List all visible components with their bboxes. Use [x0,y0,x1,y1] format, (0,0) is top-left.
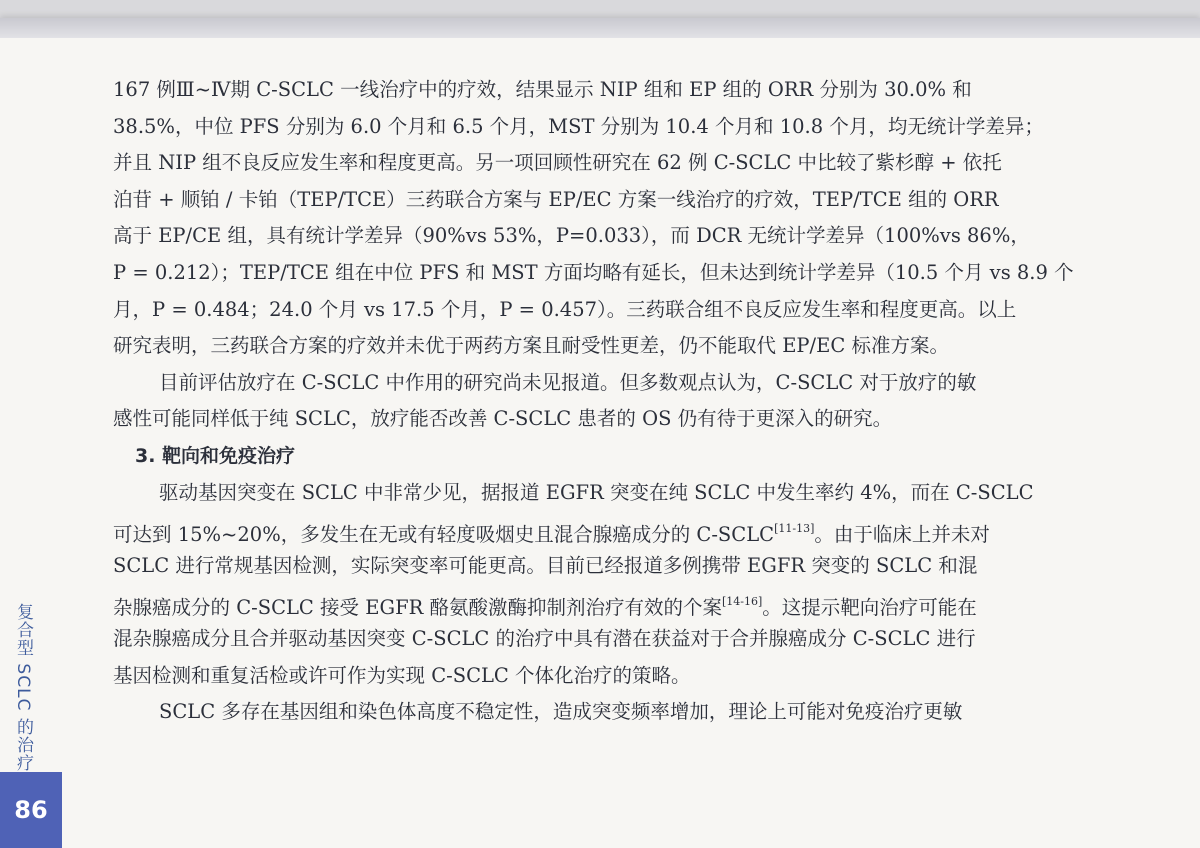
text-line: 驱动基因突变在 SCLC 中非常少见，据报道 EGFR 突变在纯 SCLC 中发生率约 4%，而在 C-SCLC [159,480,1034,504]
text-line: 38.5%，中位 PFS 分别为 6.0 个月和 6.5 个月，MST 分别为 10.4 个月和 10.8 个月，均无统计学差异； [113,114,1044,138]
text-segment: 杂腺癌成分的 C-SCLC 接受 EGFR 酪氨酸激酶抑制剂治疗有效的个案 [113,596,722,620]
text-line: 167 例Ⅲ~Ⅳ期 C-SCLC 一线治疗中的疗效，结果显示 NIP 组和 EP 组的 ORR 分别为 30.0% 和 [113,78,972,101]
text-line: 混杂腺癌成分且合并驱动基因突变 C-SCLC 的治疗中具有潜在获益对于合并腺癌成分 C-SCLC 进行 [113,626,976,650]
citation-superscript: [11-13] [774,522,815,536]
text-line: P = 0.212）；TEP/TCE 组在中位 PFS 和 MST 方面均略有延长，但未达到统计学差异（10.5 个月 vs 8.9 个 [113,260,1074,284]
text-line: SCLC 进行常规基因检测，实际突变率可能更高。目前已经报道多例携带 EGFR 突变的 SCLC 和混 [113,553,978,577]
text-segment: 。由于临床上并未对 [814,523,990,547]
text-line: SCLC 多存在基因组和染色体高度不稳定性，造成突变频率增加，理论上可能对免疫治疗更敏 [159,700,963,724]
text-line: 高于 EP/CE 组，具有统计学差异（90%vs 53%，P=0.033），而 DCR 无统计学差异（100%vs 86%， [113,224,1030,248]
citation-superscript: [14-16] [721,595,763,609]
top-shadow-band [0,18,1200,38]
text-line: 月，P = 0.484；24.0 个月 vs 17.5 个月，P = 0.457）。三药联合组不良反应发生率和程度更高。以上 [113,297,1017,321]
text-line: 并且 NIP 组不良反应发生率和程度更高。另一项回顾性研究在 62 例 C-SCLC 中比较了紫杉醇 + 依托 [113,151,1002,175]
text-line: 基因检测和重复活检或许可作为实现 C-SCLC 个体化治疗的策略。 [113,663,691,687]
chapter-side-label: 复合型 SCLC 的治疗 [13,603,33,772]
text-segment: 可达到 15%~20%，多发生在无或有轻度吸烟史且混合腺癌成分的 C-SCLC [113,523,775,547]
text-line: 感性可能同样低于纯 SCLC，放疗能否改善 C-SCLC 患者的 OS 仍有待于更深入的研究。 [113,407,893,431]
text-line [113,511,1143,548]
text-line: 目前评估放疗在 C-SCLC 中作用的研究尚未见报道。但多数观点认为，C-SCLC 对于放疗的敏 [159,370,977,394]
text-segment: 。这提示靶向治疗可能在 [762,596,977,620]
page-number-tab [0,772,62,848]
book-page [0,18,1200,848]
section-heading: 3. 靶向和免疫治疗 [135,444,296,467]
body-text [113,72,1143,731]
text-line: 泊苷 + 顺铂 / 卡铂（TEP/TCE）三药联合方案与 EP/EC 方案一线治疗的疗效，TEP/TCE 组的 ORR [113,187,999,211]
text-line [113,584,1143,621]
page-number: 86 [14,796,48,824]
text-line: 研究表明，三药联合方案的疗效并未优于两药方案且耐受性更差，仍不能取代 EP/EC 标准方案。 [113,334,949,358]
